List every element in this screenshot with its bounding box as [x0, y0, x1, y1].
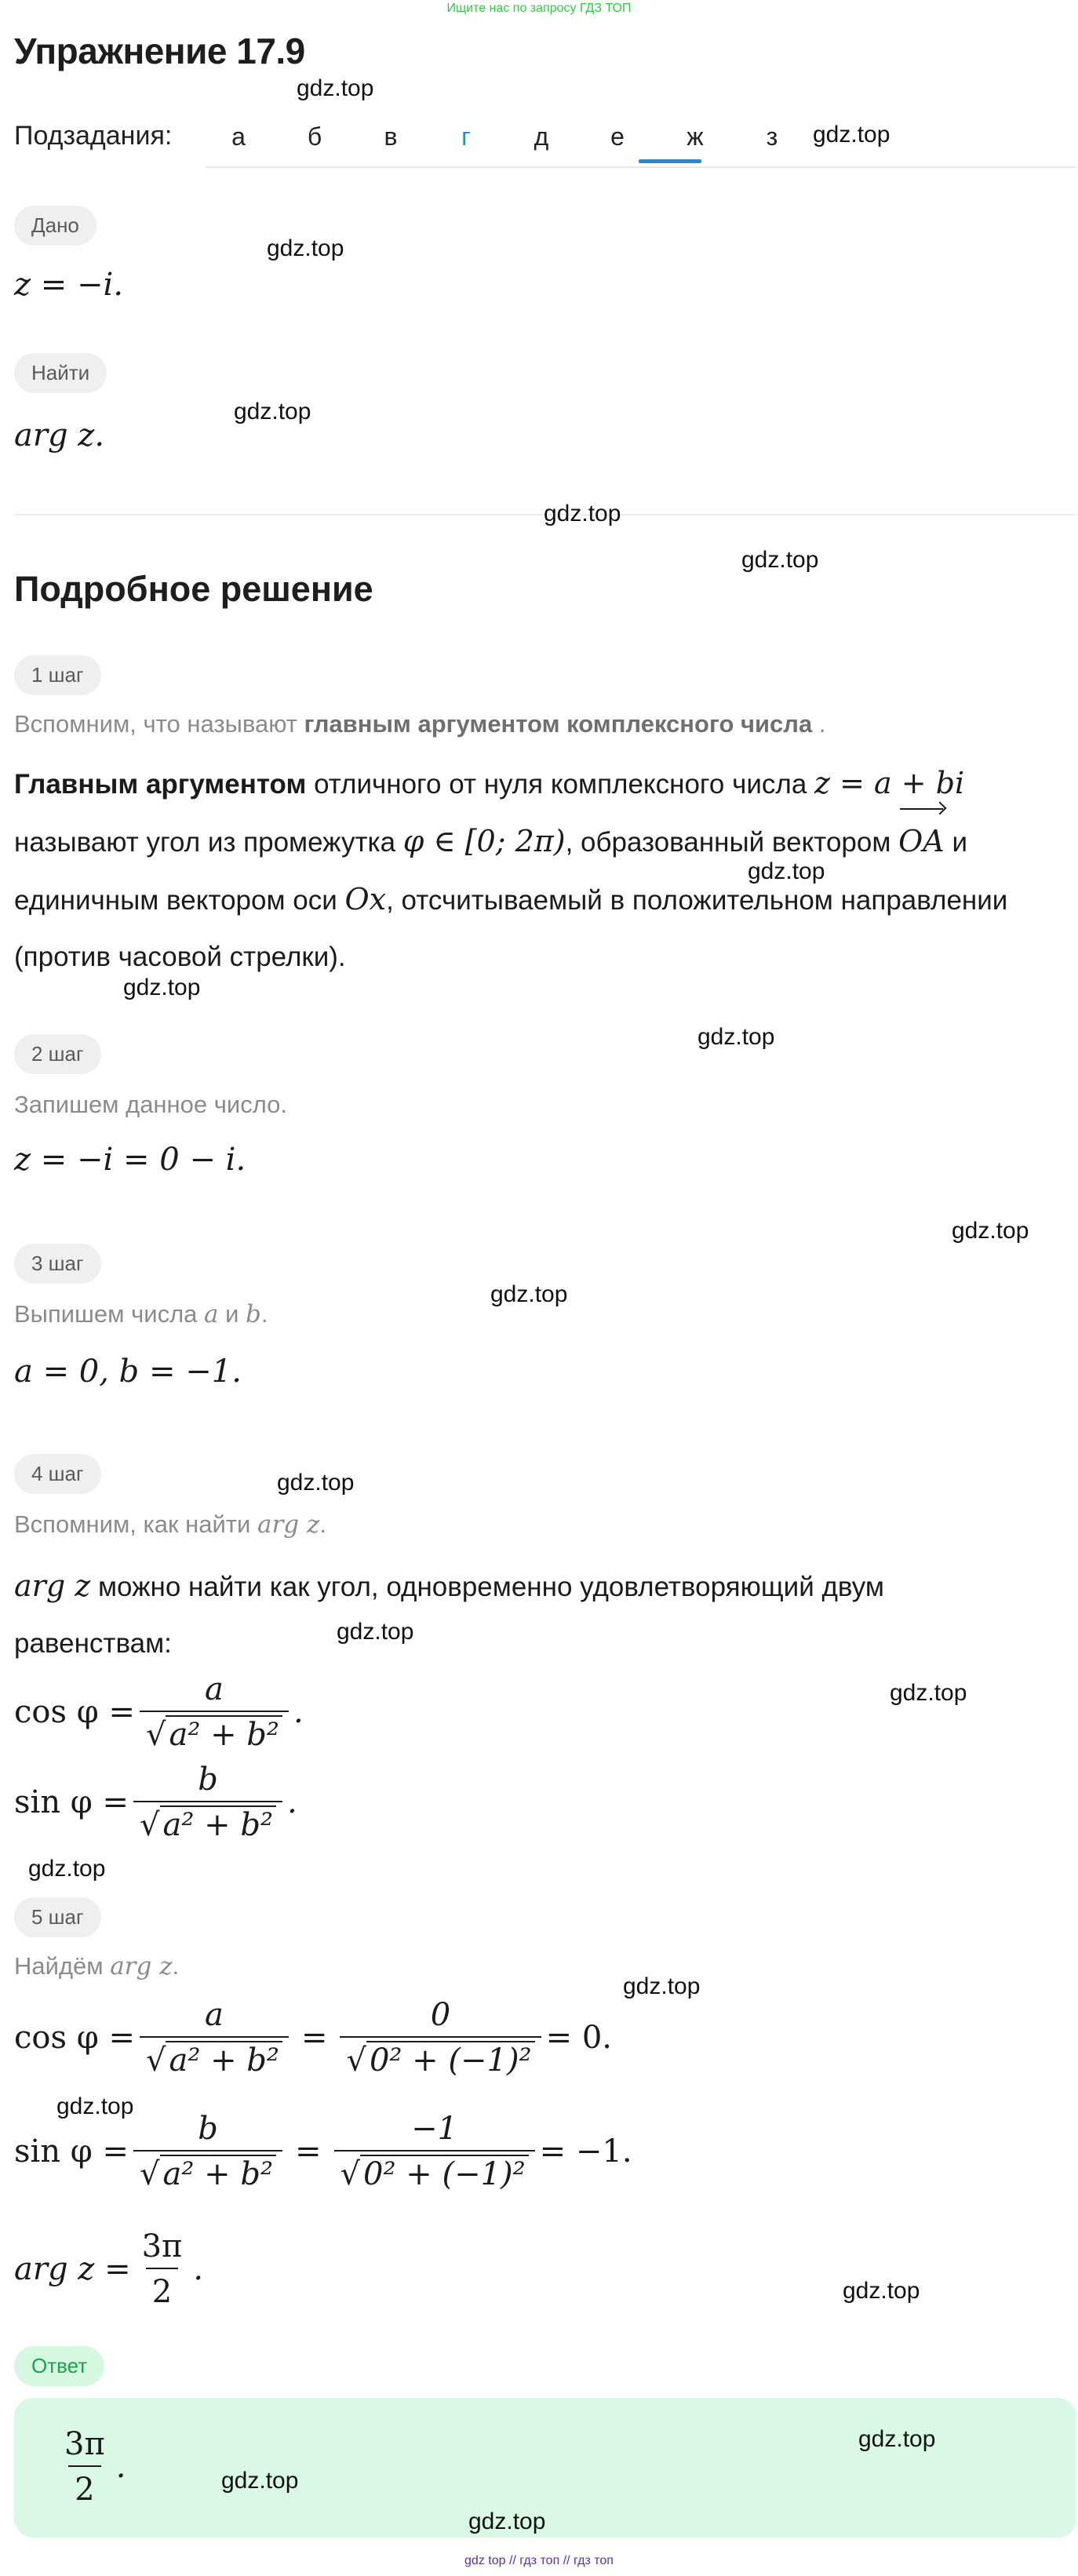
fraction-denominator: 2	[146, 2268, 178, 2310]
step-1-text-2: называют угол из промежутка	[14, 827, 403, 858]
subtasks-label: Подзадания:	[14, 121, 173, 151]
step-1-vector-oa: OA	[898, 813, 945, 869]
step-4-cos-fraction: $\frac{a}{\text{√ a² + b²}}$	[140, 1671, 289, 1753]
step-1-hint-text: Вспомним, что называют	[14, 710, 304, 738]
step-5-hint-suffix: .	[172, 1952, 180, 1980]
watermark: gdz.top	[297, 75, 374, 101]
step-5-cos-fraction-2: $\frac{0}{\text{√ 0² + (−1)²}}$	[340, 1997, 541, 2079]
fraction-denominator: a² + b²	[160, 2155, 276, 2192]
active-tab-indicator	[639, 159, 701, 163]
fraction-denominator: 0² + (−1)²	[366, 2041, 535, 2079]
watermark: gdz.top	[843, 2278, 920, 2304]
answer-pill: Ответ	[14, 2346, 104, 2386]
given-pill: Дано	[14, 206, 97, 246]
step-3-pill: 3 шаг	[14, 1244, 101, 1284]
watermark: gdz.top	[623, 1973, 701, 1999]
fraction-denominator: a² + b²	[160, 1805, 276, 1843]
step-4-sin-fraction: $\frac{b}{\text{√ a² + b²}}$	[133, 1762, 282, 1843]
fraction-numerator: 3π	[141, 2228, 183, 2264]
step-3-hint-suffix: .	[260, 1300, 268, 1328]
tab-a[interactable]: а	[231, 122, 246, 151]
watermark: gdz.top	[337, 1619, 414, 1645]
step-1-text-5: единичным вектором оси	[14, 885, 345, 916]
step-4-cos-lhs: cos φ =	[14, 1694, 135, 1730]
watermark: gdz.top	[697, 1024, 775, 1050]
step-1-hint	[14, 710, 825, 738]
step-1-hint-bold: главным аргументом комплексного числа	[304, 710, 813, 738]
step-1-text-3: , образованный вектором	[565, 827, 899, 858]
fraction-numerator: 0	[430, 1997, 451, 2033]
step-5-sin-fraction-2: $\frac{-1}{\text{√ 0² + (−1)²}}$	[334, 2111, 535, 2192]
step-4-hint-suffix: .	[319, 1510, 326, 1538]
fraction-numerator: b	[198, 2111, 218, 2147]
watermark: gdz.top	[468, 2509, 546, 2534]
fraction-numerator: b	[198, 1762, 218, 1798]
step-1-body	[14, 755, 1073, 986]
footer-links[interactable]: gdz top // гдз топ // гдз топ	[464, 2554, 614, 2567]
step-4-hint	[14, 1510, 326, 1539]
find-pill: Найти	[14, 353, 107, 393]
step-5-cos-fraction-1: $\frac{a}{\text{√ a² + b²}}$	[140, 1997, 289, 2079]
answer-fraction	[58, 2426, 111, 2508]
watermark: gdz.top	[28, 1856, 106, 1882]
tab-e[interactable]: е	[610, 122, 625, 151]
step-3-hint-a: a	[204, 1300, 219, 1328]
step-2-pill: 2 шаг	[14, 1034, 101, 1074]
fraction-numerator: 3π	[64, 2426, 105, 2462]
step-5-cos-result: = 0.	[545, 2020, 612, 2056]
step-5-hint	[14, 1952, 179, 1980]
fraction-numerator: −1	[411, 2111, 458, 2147]
step-5-sin-fraction-1: $\frac{b}{\text{√ a² + b²}}$	[133, 2111, 282, 2192]
step-5-cos-formula: cos φ = $\frac{a}{\text{√ a² + b²}}$ = $\frac{0}{\text{√ 0² + (−1)²}}$ = 0.	[14, 1997, 612, 2079]
step-3-formula: a = 0, b = −1.	[14, 1354, 242, 1390]
watermark: gdz.top	[858, 2426, 936, 2452]
step-4-hint-math: arg z	[257, 1510, 320, 1539]
step-5-pill: 5 шаг	[14, 1897, 101, 1937]
tab-zh[interactable]: ж	[686, 122, 704, 151]
fraction-denominator: a² + b²	[166, 2041, 282, 2079]
watermark: gdz.top	[890, 1680, 967, 1706]
watermark: gdz.top	[277, 1470, 355, 1496]
step-1-text-7: (против часовой стрелки).	[14, 942, 346, 972]
step-1-pill: 1 шаг	[14, 655, 101, 695]
fraction-numerator: a	[205, 1671, 224, 1707]
step-4-pill: 4 шаг	[14, 1454, 101, 1494]
fraction-numerator: a	[205, 1997, 224, 2033]
tab-z[interactable]: з	[766, 122, 778, 151]
page-title: Упражнение 17.9	[14, 31, 305, 71]
solution-heading: Подробное решение	[14, 569, 373, 609]
fraction-denominator: 2	[68, 2465, 100, 2508]
step-5-sin-lhs: sin φ =	[14, 2133, 129, 2170]
step-3-hint-mid: и	[218, 1300, 246, 1328]
top-banner: Ищите нас по запросу ГДЗ ТОП	[446, 2, 632, 15]
tab-v[interactable]: в	[384, 122, 398, 151]
tab-b[interactable]: б	[307, 122, 322, 151]
step-3-hint-text: Выпишем числа	[14, 1300, 205, 1328]
step-4-body	[14, 1558, 1073, 1672]
answer-formula: $\frac{3\pi}{2}$ .	[53, 2426, 126, 2508]
tab-d[interactable]: д	[534, 122, 549, 151]
step-2-formula: z = −i = 0 − i.	[14, 1142, 246, 1178]
step-4-body-math: arg z	[14, 1569, 91, 1603]
step-4-hint-text: Вспомним, как найти	[14, 1510, 257, 1538]
step-1-text-6: , отсчитываемый в положительном направлении	[386, 885, 1008, 916]
step-4-sin-formula: sin φ = $\frac{b}{\text{√ a² + b²}}$ .	[14, 1762, 297, 1843]
step-5-arg-formula: arg z = $\frac{3\pi}{2}$ .	[14, 2228, 204, 2310]
step-5-arg-fraction	[136, 2228, 189, 2310]
fraction-denominator: a² + b²	[166, 1715, 282, 1753]
step-1-math-ox: Ox	[344, 882, 387, 916]
watermark: gdz.top	[490, 1281, 568, 1307]
step-5-cos-lhs: cos φ =	[14, 2020, 135, 2056]
fraction-denominator: 0² + (−1)²	[360, 2155, 529, 2192]
step-4-body-text-2: равенствам:	[14, 1628, 172, 1659]
watermark: gdz.top	[267, 235, 344, 261]
watermark: gdz.top	[952, 1218, 1029, 1244]
step-4-body-text-1: можно найти как угол, одновременно удовлетворяющий двум	[90, 1572, 884, 1602]
step-5-arg-lhs: arg z =	[14, 2251, 131, 2287]
step-1-hint-suffix: .	[812, 710, 826, 738]
step-1-bold-term: Главным аргументом	[14, 769, 307, 800]
step-4-sin-lhs: sin φ =	[14, 1784, 129, 1820]
watermark: gdz.top	[741, 547, 819, 573]
step-5-hint-math: arg z	[110, 1952, 173, 1980]
step-5-sin-result: = −1.	[539, 2133, 632, 2170]
watermark: gdz.top	[813, 122, 890, 148]
step-3-hint-b: b	[246, 1300, 261, 1328]
watermark: gdz.top	[221, 2468, 299, 2494]
subtask-tabs	[206, 110, 1076, 168]
step-5-sin-formula: sin φ = $\frac{b}{\text{√ a² + b²}}$ = $\frac{-1}{\text{√ 0² + (−1)²}}$ = −1.	[14, 2111, 632, 2192]
step-1-math-2: φ ∈ [0; 2π)	[402, 824, 566, 858]
step-5-hint-text: Найдём	[14, 1952, 111, 1980]
step-1-text-1: отличного от нуля комплексного числа	[306, 769, 815, 800]
step-1-math-1: z = a + bi	[814, 766, 965, 800]
tab-g[interactable]: г	[461, 122, 471, 151]
watermark: gdz.top	[123, 975, 201, 1000]
step-3-hint	[14, 1300, 268, 1328]
step-4-cos-formula: cos φ = $\frac{a}{\text{√ a² + b²}}$ .	[14, 1671, 304, 1753]
step-1-text-4: и	[944, 827, 968, 858]
find-formula: arg z.	[14, 417, 105, 454]
watermark: gdz.top	[748, 858, 825, 884]
step-2-hint: Запишем данное число.	[14, 1091, 288, 1118]
watermark: gdz.top	[544, 501, 621, 526]
watermark: gdz.top	[56, 2093, 134, 2119]
watermark: gdz.top	[234, 399, 311, 424]
given-formula: z = −i.	[14, 267, 124, 303]
